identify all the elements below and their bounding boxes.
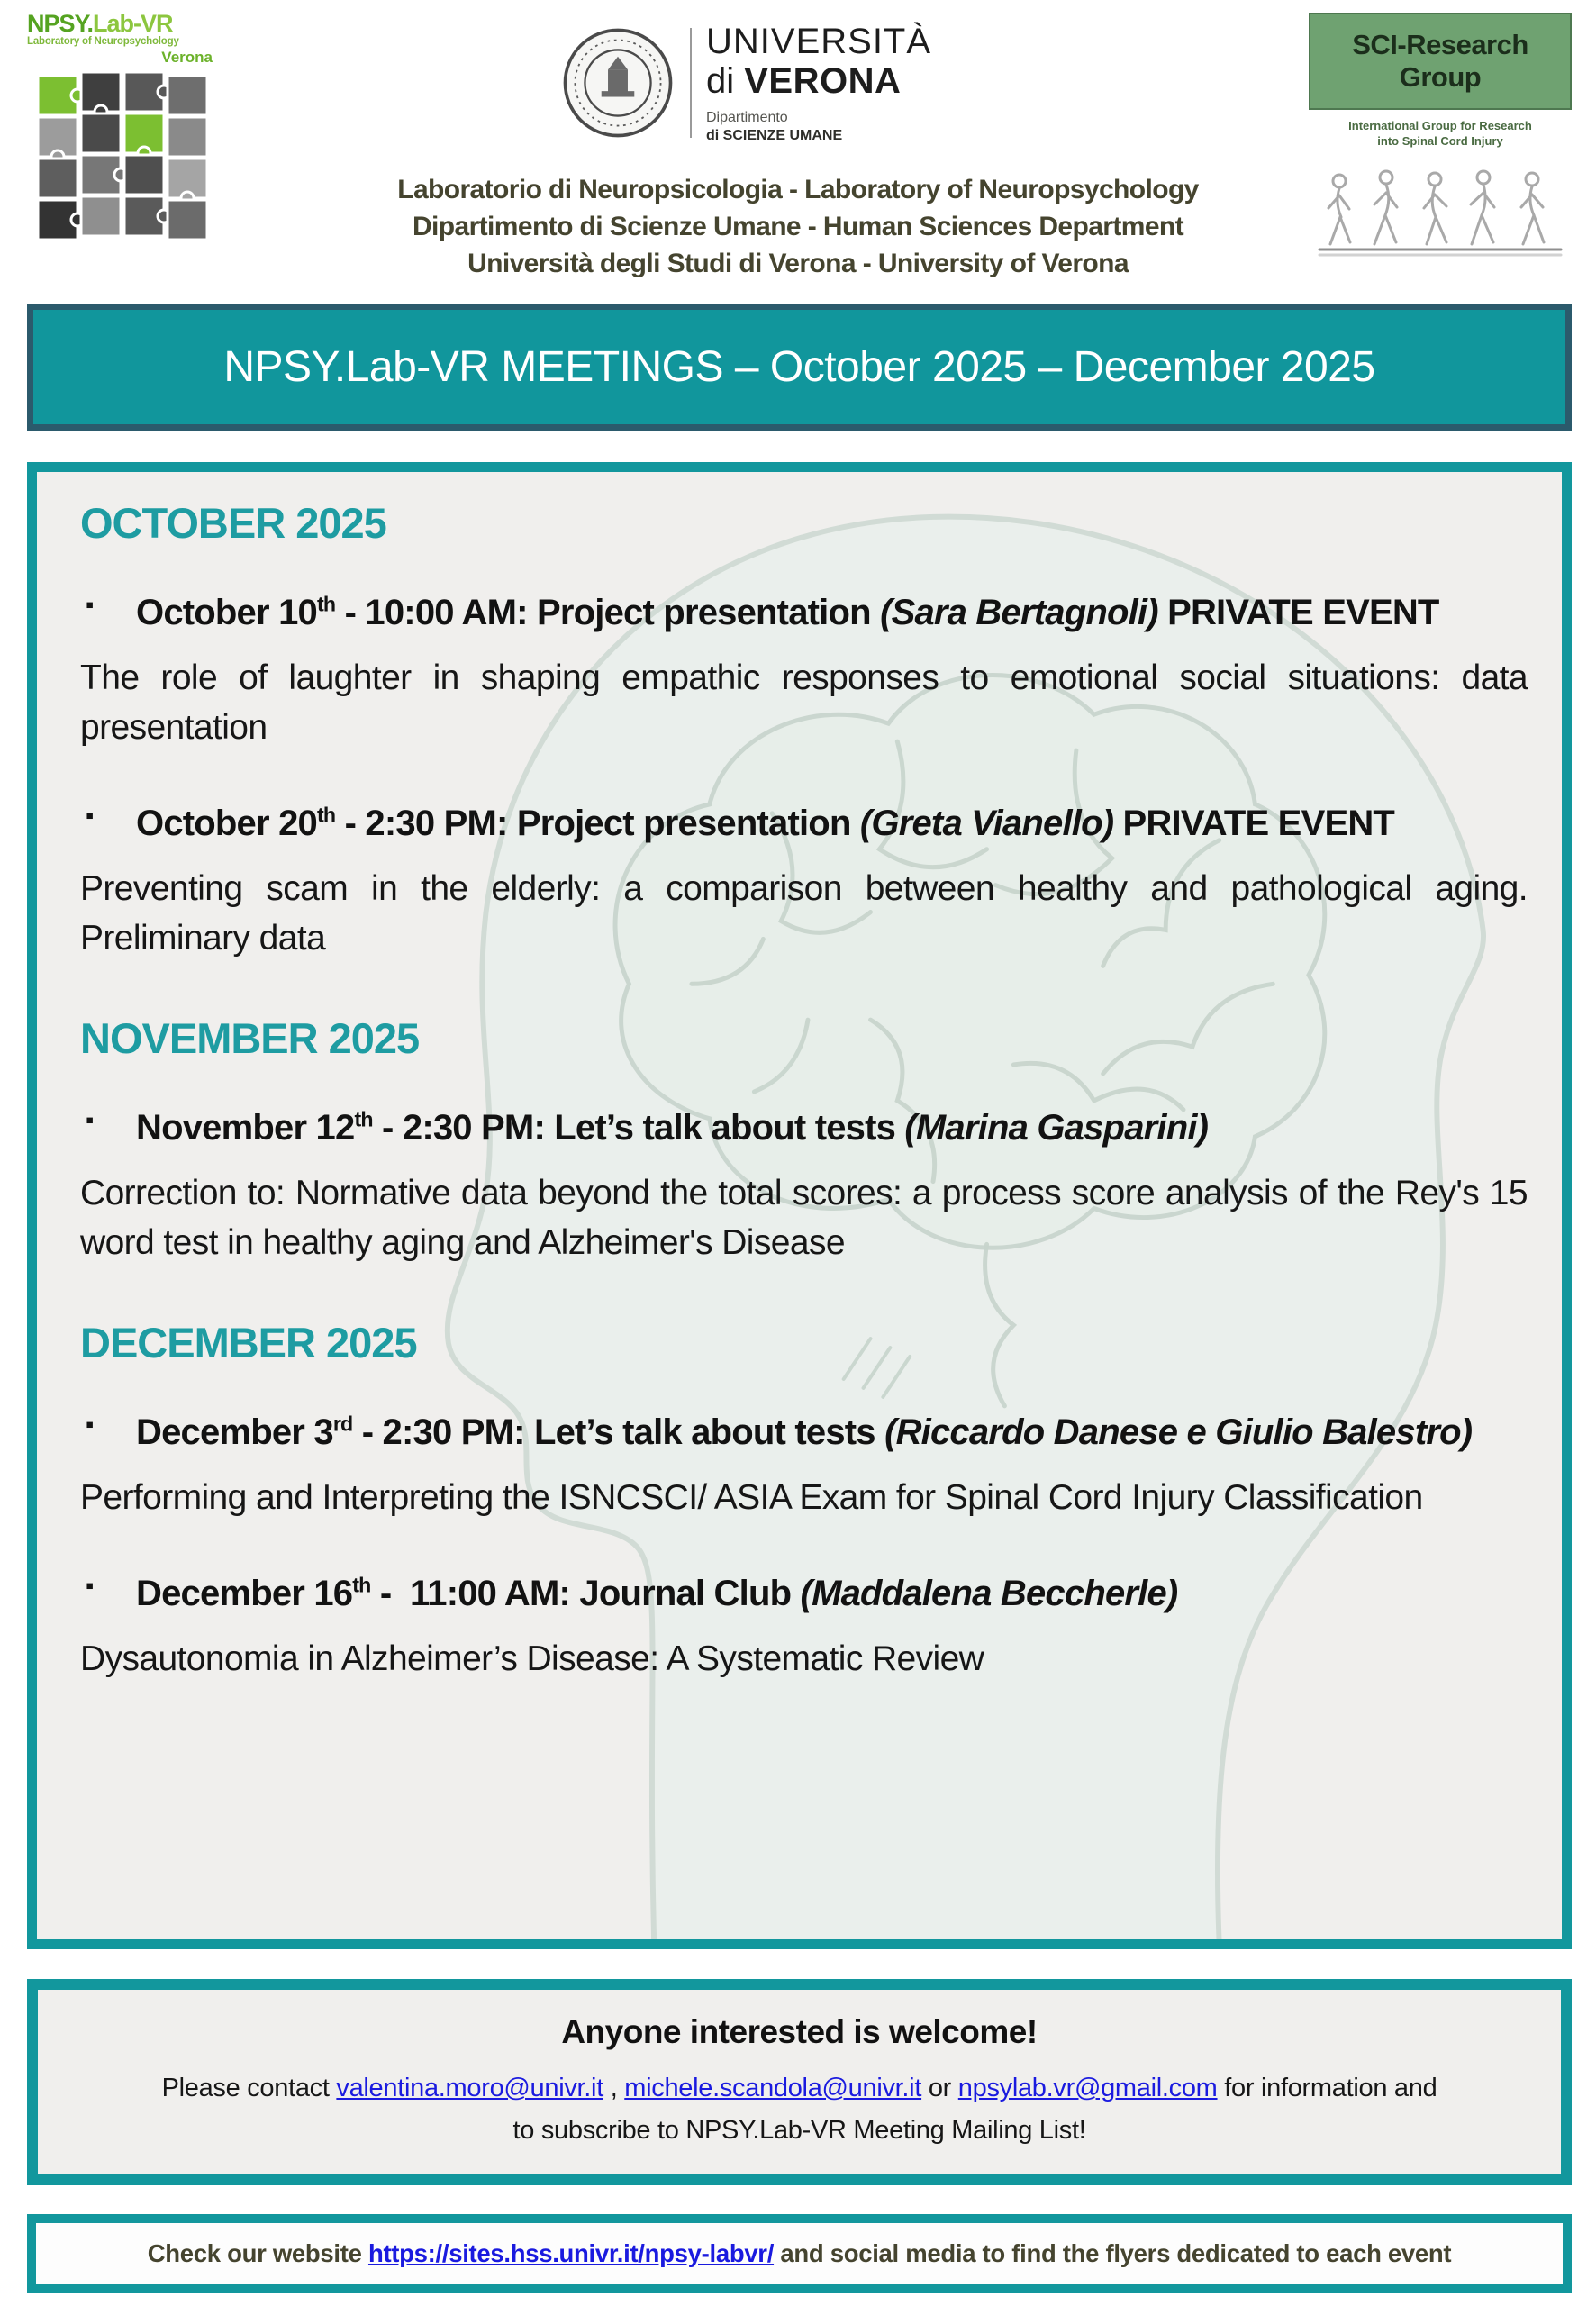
sci-logo-title: SCI-Research Group: [1309, 13, 1572, 110]
month-heading-december: DECEMBER 2025: [80, 1319, 417, 1366]
event-description-october-20: Preventing scam in the elderly: a comparison between healthy and pathological aging. Preliminary data: [80, 869, 1528, 958]
event-speaker: (Marina Gasparini): [904, 1108, 1209, 1148]
univr-name-line2-prefix: di: [706, 61, 745, 101]
univr-logo: [560, 22, 931, 144]
event-title: [136, 1412, 1472, 1452]
contact-prefix: Please contact: [161, 2074, 337, 2102]
lab-affiliation-lines: [186, 171, 1410, 282]
event-item-december-3: [80, 1400, 1528, 1465]
npsy-logo-title: [27, 11, 225, 36]
event-title: [136, 1108, 1208, 1148]
event-title: [136, 1574, 1177, 1613]
meetings-title-banner: [27, 304, 1572, 431]
month-heading-october: OCTOBER 2025: [80, 499, 386, 547]
bullet-icon: ▪: [86, 1572, 94, 1600]
lab-line-italian-english-2: Dipartimento di Scienze Umane - Human Sciences Department: [412, 212, 1184, 241]
event-description-december-16: Dysautonomia in Alzheimer’s Disease: A Systematic Review: [80, 1639, 984, 1679]
univr-wordmark: [706, 22, 931, 144]
mailing-list-line: to subscribe to NPSY.Lab-VR Meeting Mailing List!: [512, 2116, 1086, 2145]
email-link-valentina[interactable]: valentina.moro@univr.it: [336, 2074, 603, 2102]
month-heading-november: NOVEMBER 2025: [80, 1013, 420, 1062]
event-privacy-label: PRIVATE EVENT: [1113, 803, 1395, 844]
event-date-ordinal: rd: [332, 1412, 353, 1436]
sci-caption-line1: International Group for Research: [1348, 119, 1532, 132]
website-bar: [27, 2214, 1572, 2293]
univr-name-line2: [706, 61, 931, 101]
univr-seal-icon: [560, 25, 676, 141]
event-date-ordinal: th: [316, 592, 336, 616]
event-title: [136, 593, 1439, 632]
website-bar-text: [148, 2239, 1452, 2268]
event-time-type: - 11:00 AM: Journal Club: [370, 1574, 801, 1614]
event-date: December 3: [136, 1412, 333, 1453]
website-link[interactable]: https://sites.hss.univr.it/npsy-labvr/: [367, 2239, 775, 2267]
bullet-icon: ▪: [86, 591, 94, 619]
event-item-october-10: [80, 580, 1528, 645]
event-time-type: - 10:00 AM: Project presentation: [335, 593, 881, 633]
event-item-november-12: [80, 1095, 1528, 1160]
npsy-logo-subtitle: Laboratory of Neuropsychology: [27, 36, 179, 47]
npsy-logo-title-primary: NPSY.: [27, 10, 94, 37]
email-link-michele[interactable]: michele.scandola@univr.it: [624, 2074, 922, 2102]
bullet-icon: ▪: [86, 1106, 94, 1134]
event-title: [136, 803, 1394, 843]
event-time-type: - 2:30 PM: Project presentation: [335, 803, 860, 844]
event-time-type: - 2:30 PM: Let’s talk about tests: [372, 1108, 905, 1148]
contact-suffix: for information and: [1217, 2074, 1437, 2102]
event-date: November 12: [136, 1108, 355, 1148]
event-item-october-20: [80, 791, 1528, 856]
website-suffix: and social media to find the flyers dedicated to each event: [774, 2239, 1452, 2267]
event-date: December 16: [136, 1574, 353, 1614]
univr-name-line1: UNIVERSITÀ: [706, 22, 932, 61]
event-description-november-12: Correction to: Normative data beyond the total scores: a process score analysis of the Rey's 15 word test in healthy aging and Alzheimer's Disease: [80, 1174, 1528, 1263]
event-date-ordinal: th: [354, 1107, 373, 1131]
contact-separator-1: ,: [603, 2074, 625, 2102]
event-date: October 10: [136, 593, 317, 633]
univr-dept-line1: Dipartimento: [706, 110, 788, 125]
lab-line-italian-english-3: Università degli Studi di Verona - University of Verona: [467, 249, 1129, 278]
event-speaker: (Riccardo Danese e Giulio Balestro): [884, 1412, 1473, 1453]
page-title: NPSY.Lab-VR MEETINGS – October 2025 – December 2025: [223, 343, 1375, 391]
npsy-logo-city: Verona: [161, 49, 213, 66]
website-prefix: Check our website: [147, 2239, 368, 2267]
schedule-box: [27, 462, 1572, 1949]
npsy-logo-title-secondary: Lab-VR: [93, 10, 173, 37]
welcome-box: [27, 1979, 1572, 2185]
sci-caption-line2: into Spinal Cord Injury: [1377, 134, 1503, 148]
univr-name-line2-main: VERONA: [744, 61, 902, 101]
welcome-headline: Anyone interested is welcome!: [561, 2013, 1038, 2050]
lab-line-italian-english-1: Laboratorio di Neuropsicologia - Laboratory of Neuropsychology: [397, 175, 1199, 204]
bullet-icon: ▪: [86, 802, 94, 830]
event-speaker: (Sara Bertagnoli): [880, 593, 1158, 633]
contact-separator-2: or: [921, 2074, 958, 2102]
event-speaker: (Greta Vianello): [859, 803, 1114, 844]
email-link-npsylab[interactable]: npsylab.vr@gmail.com: [957, 2074, 1218, 2102]
contact-line: [38, 2067, 1561, 2152]
univr-logo-divider: [690, 28, 692, 138]
event-date-ordinal: th: [352, 1573, 371, 1597]
event-date: October 20: [136, 803, 317, 844]
event-description-december-3: Performing and Interpreting the ISNCSCI/ ASIA Exam for Spinal Cord Injury Classification: [80, 1478, 1423, 1518]
bullet-icon: ▪: [86, 1411, 94, 1439]
univr-dept-line2: di SCIENZE UMANE: [706, 128, 843, 143]
event-speaker: (Maddalena Beccherle): [800, 1574, 1178, 1614]
event-item-december-16: [80, 1561, 1528, 1626]
sci-logo-caption: [1309, 118, 1572, 149]
event-date-ordinal: th: [316, 803, 336, 827]
schedule-content: [37, 472, 1562, 1939]
event-description-october-10: The role of laughter in shaping empathic responses to emotional social situations: data presentation: [80, 658, 1528, 748]
event-privacy-label: PRIVATE EVENT: [1157, 593, 1439, 633]
event-time-type: - 2:30 PM: Let’s talk about tests: [352, 1412, 885, 1453]
